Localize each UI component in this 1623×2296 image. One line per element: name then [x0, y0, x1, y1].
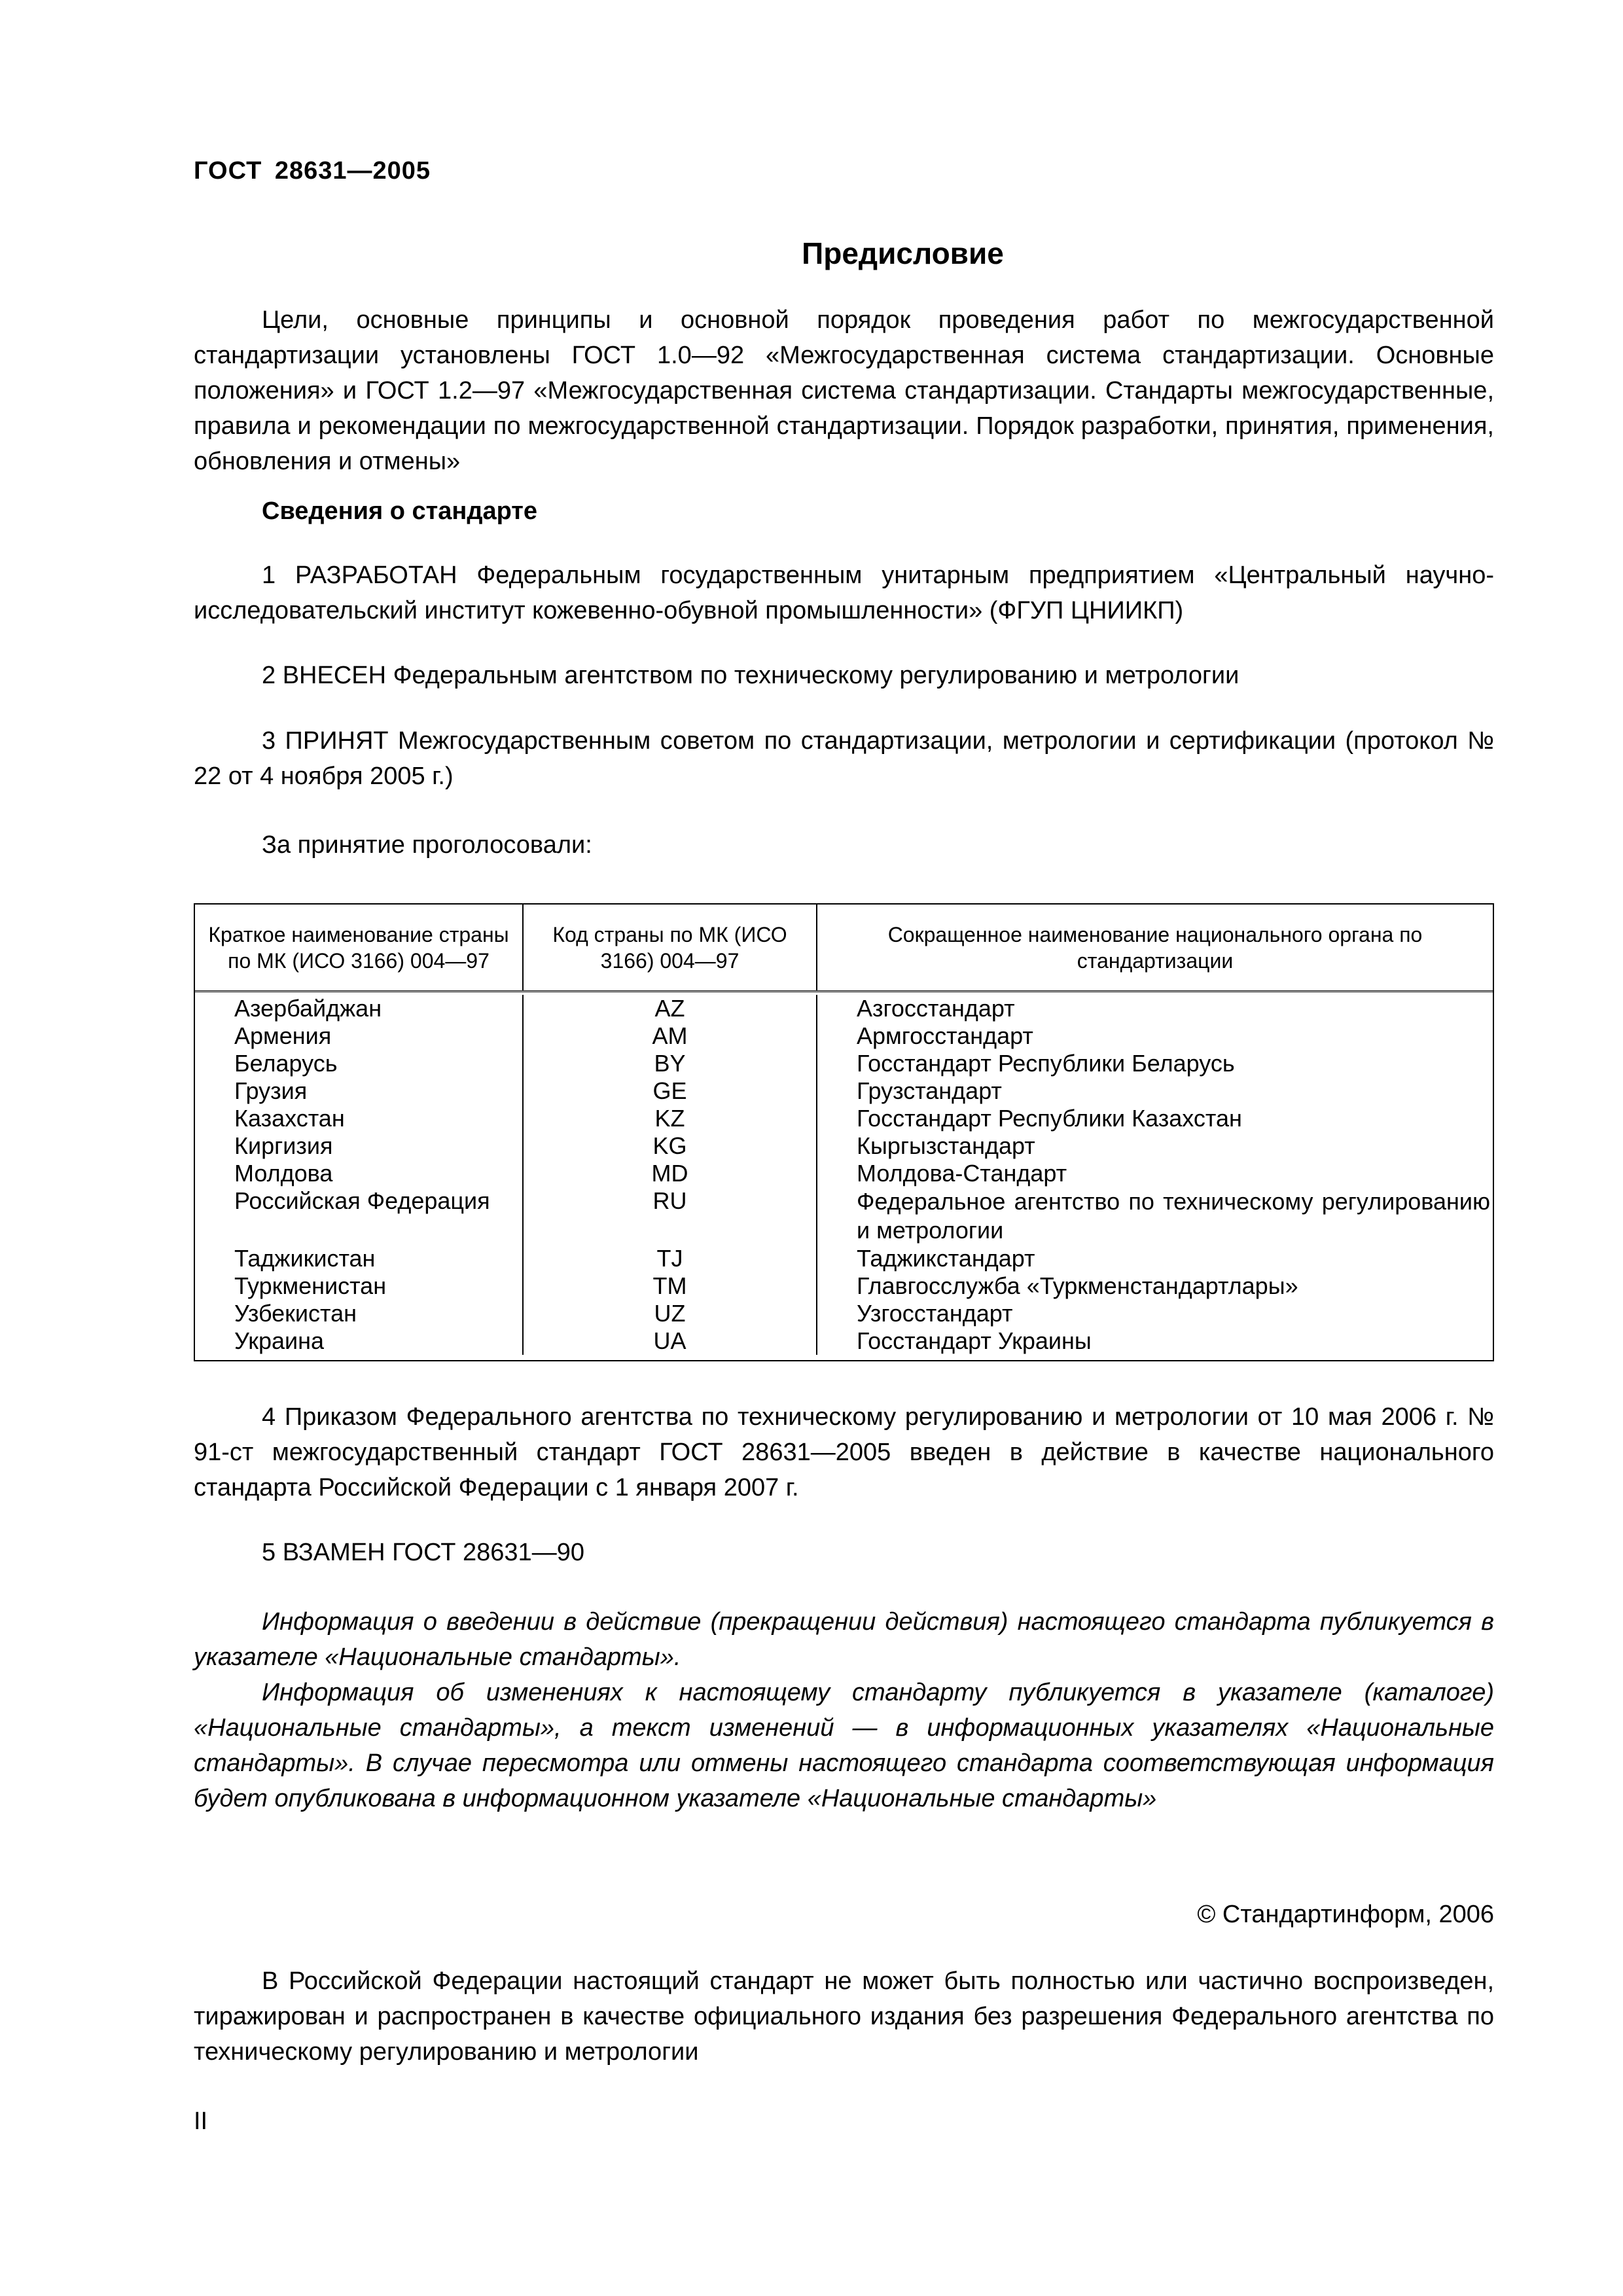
table-cell-code: UA: [653, 1327, 687, 1354]
table-cell-body: Азгосстандарт: [857, 995, 1015, 1022]
header-body: Сокращенное наименование национального органа по стандартизации: [887, 922, 1423, 973]
table-cell-code: RU: [652, 1187, 687, 1214]
table-cell-country: Российская Федерация: [234, 1187, 490, 1214]
page-number: II: [194, 2108, 208, 2135]
table-cell-body: Госстандарт Республики Беларусь: [857, 1050, 1235, 1077]
table-body: [195, 992, 1493, 1360]
table-cell-code: MD: [651, 1160, 688, 1187]
table-cell-body: Кыргызстандарт: [857, 1132, 1035, 1159]
table-cell-country: Украина: [234, 1327, 325, 1354]
document-code: ГОСТ 28631—2005: [194, 157, 431, 185]
table-cell-code: TM: [652, 1272, 687, 1299]
preface-intro: Цели, основные принципы и основной порядок проведения работ по межгосударственной стандартизации установлены ГОСТ 1.0—92 «Межгосударственная система стандартизации. Основные положения» и ГОСТ 1.2—97 «Межгосударственная система стандартизации. Стандарты межгосударственные, правила и рекомендации по межгосударственной стандартизации. Порядок разработки, принятия, применения, обновления и отмены»: [194, 306, 1494, 475]
table-cell-body: Таджикстандарт: [857, 1245, 1035, 1272]
table-cell-body: Госстандарт Республики Казахстан: [857, 1105, 1242, 1132]
info-item-4: 4 Приказом Федерального агентства по техническому регулированию и метрологии от 10 мая 2006 г. № 91-ст межгосударственный стандарт ГОСТ 28631—2005 введен в действие в качестве национального стандарта Российской Федерации с 1 января 2007 г.: [194, 1403, 1494, 1501]
preface-title: Предисловие: [802, 236, 1004, 270]
table-cell-body: Главгосслужба «Туркменстандартлары»: [857, 1272, 1298, 1299]
table-cell-body: Грузстандарт: [857, 1077, 1002, 1104]
table-cell-code: TJ: [656, 1245, 683, 1272]
table-cell-country: Казахстан: [234, 1105, 345, 1132]
table-cell-country: Армения: [234, 1022, 332, 1049]
header-country: Краткое наименование страны по МК (ИСО 3166) 004—97: [195, 905, 524, 990]
body-column: [817, 995, 1493, 1355]
table-cell-body: Армгосстандарт: [857, 1022, 1033, 1049]
table-cell-country: Туркменистан: [234, 1272, 387, 1299]
table-cell-country: Киргизия: [234, 1132, 333, 1159]
table-cell-country: Молдова: [234, 1160, 333, 1187]
table-cell-country: Таджикистан: [234, 1245, 376, 1272]
info-item-3: 3 ПРИНЯТ Межгосударственным советом по стандартизации, метрологии и сертификации (протокол № 22 от 4 ноября 2005 г.): [194, 727, 1494, 790]
table-cell-body: Молдова-Стандарт: [857, 1160, 1067, 1187]
table-cell-code: AM: [652, 1022, 688, 1049]
votes-label: За принятие проголосовали:: [262, 831, 592, 859]
table-cell-code: AZ: [654, 995, 685, 1022]
voting-table: [194, 903, 1494, 1361]
table-cell-body: Госстандарт Украины: [857, 1327, 1092, 1354]
publication-info: Информация о введении в действие (прекращении действия) настоящего стандарта публикуется в указателе «Национальные стандарты».: [194, 1608, 1494, 1671]
code-column: [524, 995, 817, 1355]
standard-info-heading: Сведения о стандарте: [262, 497, 538, 525]
header-code: Код страны по МК (ИСО 3166) 004—97: [524, 905, 817, 990]
table-cell-code: KZ: [654, 1105, 685, 1132]
copyright: © Стандартинформ, 2006: [1197, 1901, 1494, 1928]
table-cell-country: Узбекистан: [234, 1300, 357, 1327]
table-cell-code: KG: [652, 1132, 687, 1159]
table-cell-country: Азербайджан: [234, 995, 382, 1022]
table-cell-body: Федеральное агентство по техническому регулированию и метрологии: [857, 1188, 1490, 1244]
table-cell-code: BY: [654, 1050, 686, 1077]
amendments-info: Информация об изменениях к настоящему стандарту публикуется в указателе (каталоге) «Национальные стандарты», а текст изменений — в информационных указателях «Национальные стандарты». В случае пересмотра или отмены настоящего стандарта соответствующая информация будет опубликована в информационном указателе «Национальные стандарты»: [194, 1679, 1494, 1812]
info-item-5: 5 ВЗАМЕН ГОСТ 28631—90: [262, 1539, 584, 1566]
table-cell-country: Грузия: [234, 1077, 308, 1104]
info-item-2: 2 ВНЕСЕН Федеральным агентством по техническому регулированию и метрологии: [262, 662, 1240, 689]
table-cell-country: Беларусь: [234, 1050, 338, 1077]
table-header: [195, 905, 1493, 992]
table-cell-body: Узгосстандарт: [857, 1300, 1013, 1327]
reproduction-notice: В Российской Федерации настоящий стандарт не может быть полностью или частично воспроизведен, тиражирован и распространен в качестве официального издания без разрешения Федерального агентства по техническому регулированию и метрологии: [194, 1967, 1494, 2066]
table-cell-code: GE: [652, 1077, 687, 1104]
info-item-1: 1 РАЗРАБОТАН Федеральным государственным унитарным предприятием «Центральный научно-исследовательский институт кожевенно-обувной промышленности» (ФГУП ЦНИИКП): [194, 562, 1494, 624]
table-cell-code: UZ: [654, 1300, 686, 1327]
country-column: [195, 995, 524, 1355]
